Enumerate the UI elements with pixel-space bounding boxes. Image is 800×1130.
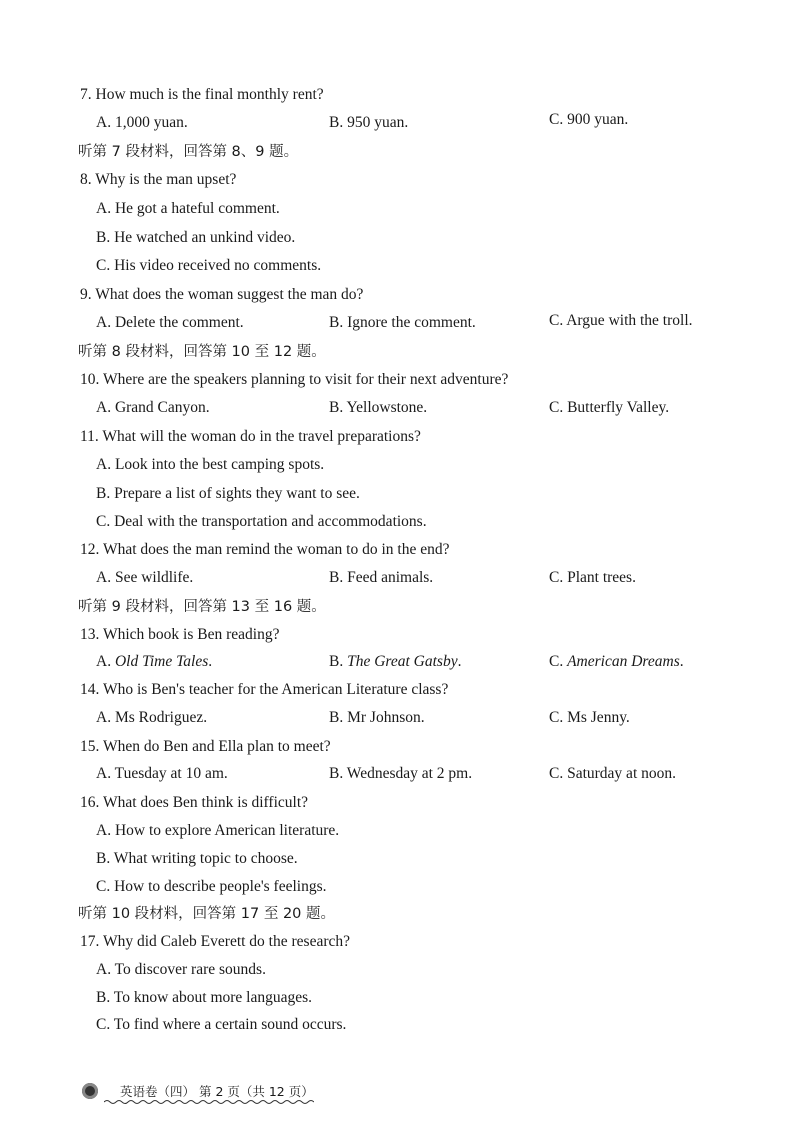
q14-option-b: B. Mr Johnson. — [329, 709, 425, 726]
question-14-options — [0, 706, 800, 730]
q7-option-a: A. 1,000 yuan. — [96, 114, 188, 131]
q16-option-c: C. How to describe people's feelings. — [96, 878, 327, 895]
q10-option-b: B. Yellowstone. — [329, 399, 428, 416]
q12-option-b: B. Feed animals. — [329, 569, 434, 586]
question-15-options — [0, 762, 800, 786]
q9-option-a: A. Delete the comment. — [96, 314, 244, 331]
question-9-stem: 9. What does the woman suggest the man do? — [80, 286, 364, 303]
q15-option-b: B. Wednesday at 2 pm. — [329, 765, 473, 782]
question-8-stem: 8. Why is the man upset? — [80, 171, 237, 188]
q15-option-a: A. Tuesday at 10 am. — [96, 765, 228, 782]
q9-option-b: B. Ignore the comment. — [329, 314, 476, 331]
q9-option-c: C. Argue with the troll. — [549, 312, 693, 329]
question-9-options — [0, 311, 800, 335]
q11-option-b: B. Prepare a list of sights they want to see. — [96, 485, 360, 502]
question-10-options — [0, 396, 800, 420]
book-title-american-dreams: American Dreams — [567, 653, 680, 670]
question-12-options — [0, 566, 800, 590]
question-15-stem: 15. When do Ben and Ella plan to meet? — [80, 738, 331, 755]
q13-option-c: C. American Dreams. — [549, 653, 684, 670]
q13-option-a: A. Old Time Tales. — [96, 653, 213, 670]
q16-option-a: A. How to explore American literature. — [96, 822, 340, 839]
section-7-heading: 听第 7 段材料，回答第 8、9 题。 — [78, 144, 299, 160]
q17-option-c: C. To find where a certain sound occurs. — [96, 1016, 347, 1033]
page-footer: 英语卷（四） 第 2 页（共 12 页） — [120, 1084, 314, 1099]
question-10-stem: 10. Where are the speakers planning to visit for their next adventure? — [80, 371, 509, 388]
q11-option-c: C. Deal with the transportation and accommodations. — [96, 513, 427, 530]
q17-option-b: B. To know about more languages. — [96, 989, 313, 1006]
book-title-old-time-tales: Old Time Tales — [114, 653, 209, 670]
q11-option-a: A. Look into the best camping spots. — [96, 456, 325, 473]
q8-option-b: B. He watched an unkind video. — [96, 229, 296, 246]
q14-option-c: C. Ms Jenny. — [549, 709, 630, 726]
question-17-stem: 17. Why did Caleb Everett do the research? — [80, 933, 351, 950]
publisher-logo-icon — [82, 1083, 98, 1099]
q12-option-c: C. Plant trees. — [549, 569, 636, 586]
q16-option-b: B. What writing topic to choose. — [96, 850, 298, 867]
question-14-stem: 14. Who is Ben's teacher for the American Literature class? — [80, 681, 449, 698]
q8-option-a: A. He got a hateful comment. — [96, 200, 280, 217]
q7-option-c: C. 900 yuan. — [549, 111, 629, 128]
q15-option-c: C. Saturday at noon. — [549, 765, 676, 782]
question-13-options — [0, 650, 800, 674]
question-13-stem: 13. Which book is Ben reading? — [80, 626, 280, 643]
q10-option-a: A. Grand Canyon. — [96, 399, 210, 416]
q12-option-a: A. See wildlife. — [96, 569, 194, 586]
section-8-heading: 听第 8 段材料，回答第 10 至 12 题。 — [78, 344, 326, 360]
q14-option-a: A. Ms Rodriguez. — [96, 709, 208, 726]
q10-option-c: C. Butterfly Valley. — [549, 399, 670, 416]
section-9-heading: 听第 9 段材料，回答第 13 至 16 题。 — [78, 599, 326, 615]
question-11-stem: 11. What will the woman do in the travel preparations? — [80, 428, 421, 445]
question-16-stem: 16. What does Ben think is difficult? — [80, 794, 309, 811]
q7-option-b: B. 950 yuan. — [329, 114, 409, 131]
book-title-great-gatsby: The Great Gatsby — [347, 653, 458, 670]
q17-option-a: A. To discover rare sounds. — [96, 961, 266, 978]
q8-option-c: C. His video received no comments. — [96, 257, 322, 274]
question-7-stem: 7. How much is the final monthly rent? — [80, 86, 324, 103]
q13-option-b: B. The Great Gatsby. — [329, 653, 462, 670]
footer-wave-underline — [104, 1099, 314, 1105]
question-7-options — [0, 111, 800, 135]
question-12-stem: 12. What does the man remind the woman to do in the end? — [80, 541, 450, 558]
section-10-heading: 听第 10 段材料，回答第 17 至 20 题。 — [78, 906, 336, 922]
